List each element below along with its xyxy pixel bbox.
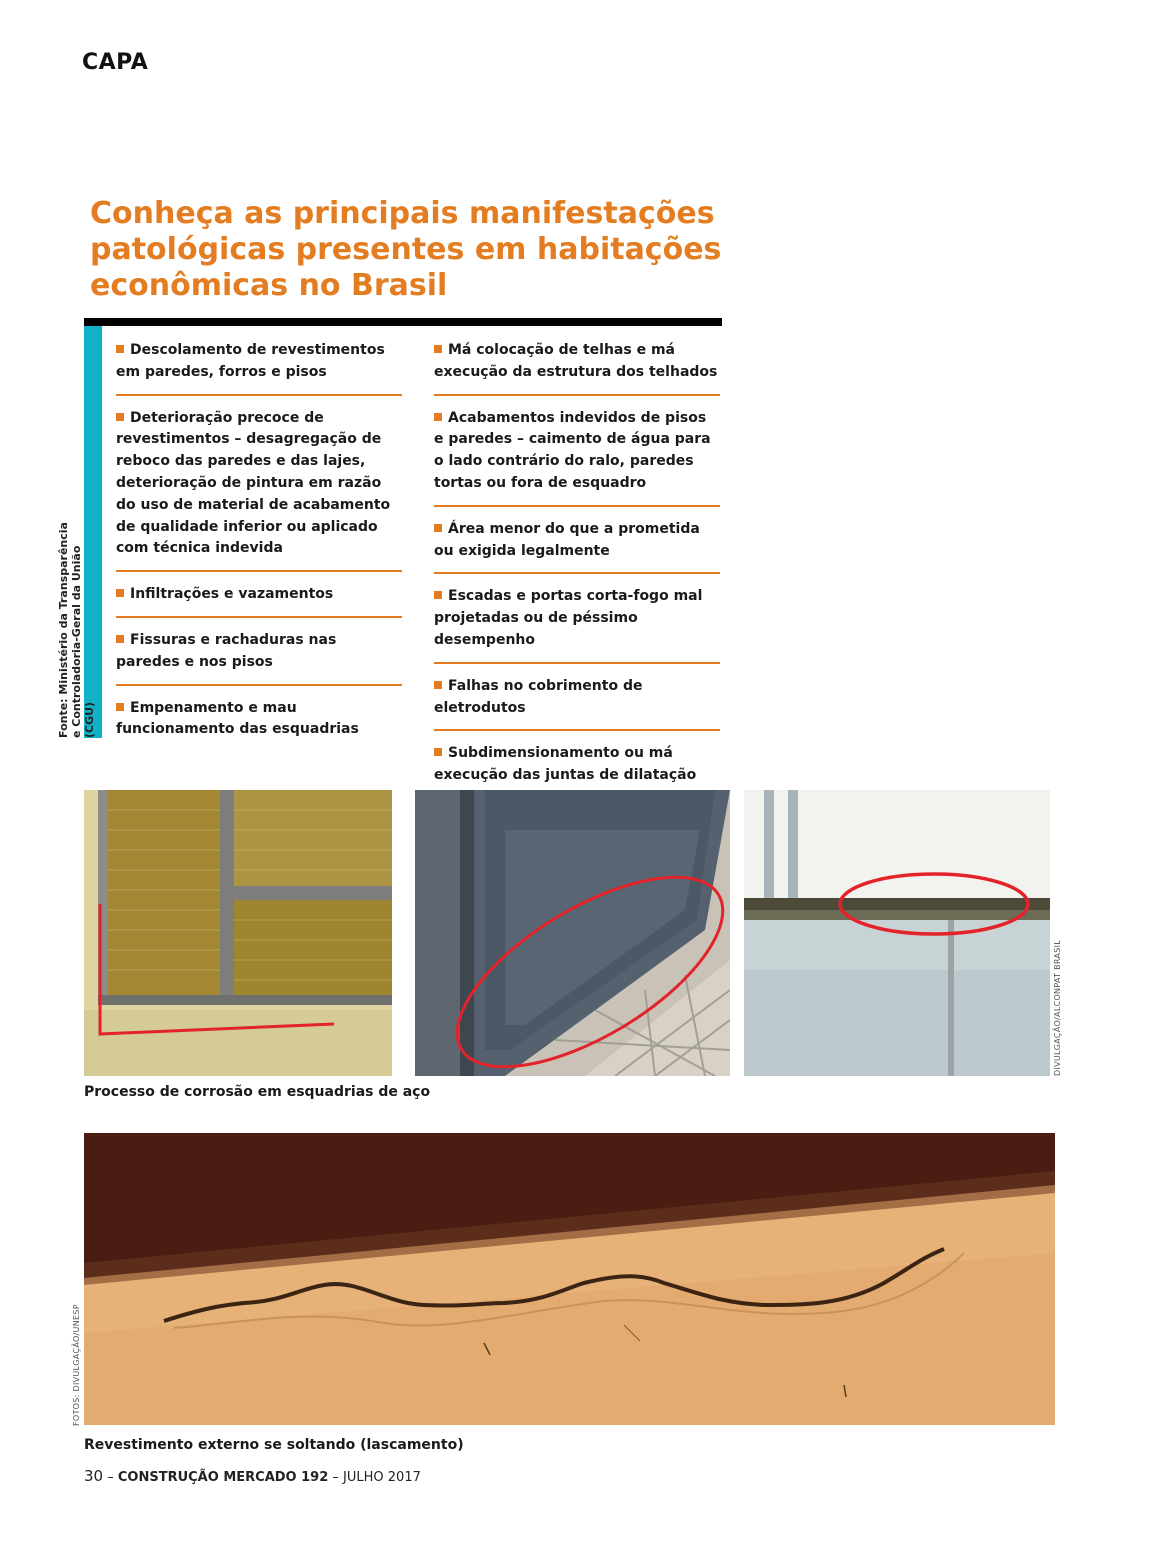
square-bullet-icon xyxy=(434,413,442,421)
square-bullet-icon xyxy=(434,748,442,756)
list-item: Subdimensionamento ou má execução das juntas de dilatação xyxy=(434,745,697,784)
square-bullet-icon xyxy=(434,681,442,689)
square-bullet-icon xyxy=(116,703,124,711)
caption-top: Processo de corrosão em esquadrias de aço xyxy=(84,1084,431,1100)
source-credit: Fonte: Ministério da Transparência e Controladoria-Geral da União (CGU) xyxy=(57,522,96,738)
square-bullet-icon xyxy=(434,345,442,353)
page-footer xyxy=(84,1467,421,1485)
square-bullet-icon xyxy=(116,589,124,597)
square-bullet-icon xyxy=(434,524,442,532)
footer-separator: – xyxy=(107,1470,114,1485)
photo-window-corrosion xyxy=(84,790,392,1076)
section-label: CAPA xyxy=(82,50,149,75)
list-item: Deterioração precoce de revestimentos – desagregação de reboco das paredes e das lajes, deterioração de pintura em razão do uso de material de acabamento de qualidade inferior ou aplicado com técnica indevida xyxy=(116,408,402,573)
square-bullet-icon xyxy=(116,345,124,353)
list-item: Fissuras e rachaduras nas paredes e nos pisos xyxy=(116,630,402,686)
headline: Conheça as principais manifestações patológicas presentes em habitações econômicas no Brasil xyxy=(90,196,722,303)
photo-credit-top: DIVULGAÇÃO/ALCONPAT BRASIL xyxy=(1053,939,1062,1076)
square-bullet-icon xyxy=(116,413,124,421)
list-item: Acabamentos indevidos de pisos e paredes – caimento de água para o lado contrário do ralo, paredes tortas ou fora de esquadro xyxy=(434,408,720,507)
photo-wall-coating xyxy=(84,1133,1055,1425)
square-bullet-icon xyxy=(116,635,124,643)
list-left xyxy=(116,340,402,763)
square-bullet-icon xyxy=(434,591,442,599)
list-item: Escadas e portas corta-fogo mal projetadas ou de péssimo desempenho xyxy=(434,586,720,663)
magazine-name: CONSTRUÇÃO MERCADO 192 xyxy=(117,1470,329,1485)
photo-credit-bottom: FOTOS: DIVULGAÇÃO/UNESP xyxy=(72,1304,81,1426)
issue-date: JULHO 2017 xyxy=(343,1470,421,1485)
list-item: Má colocação de telhas e má execução da estrutura dos telhados xyxy=(434,340,720,396)
list-item: Área menor do que a prometida ou exigida legalmente xyxy=(434,519,720,575)
list-item: Descolamento de revestimentos em paredes, forros e pisos xyxy=(116,340,402,396)
list-item: Empenamento e mau funcionamento das esquadrias xyxy=(116,699,359,738)
page-number: 30 xyxy=(84,1467,104,1485)
photo-door-corrosion xyxy=(415,790,730,1076)
footer-separator: – xyxy=(332,1470,339,1485)
list-item: Infiltrações e vazamentos xyxy=(116,584,402,618)
list-right xyxy=(434,340,720,809)
list-item: Falhas no cobrimento de eletrodutos xyxy=(434,676,720,732)
top-rule xyxy=(84,318,722,326)
photo-tile-joint xyxy=(744,790,1050,1076)
caption-bottom: Revestimento externo se soltando (lascamento) xyxy=(84,1437,464,1453)
